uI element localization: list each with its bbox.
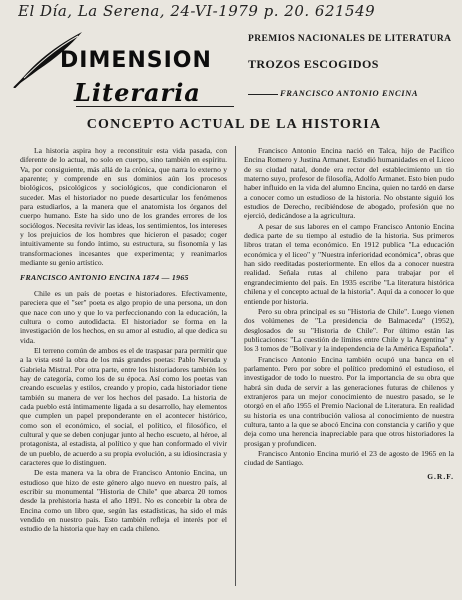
logo-underline [76, 106, 234, 107]
logo-word-dimension: DIMENSION [60, 48, 212, 73]
article-paragraph: Chile es un país de poetas e historiadores. Efectivamente, pareciera que el "ser" poeta es algo propio de una persona, un don que nace con uno y que lo va perfeccionando con la educación, la cultura o como autodidacta. El historiador se forma en la investigación de los hechos, en su amor al estudio, al que dedica su vida. [20, 288, 227, 345]
article-paragraph: A pesar de sus labores en el campo Francisco Antonio Encina dedica parte de su tiempo al estudio de la historia. Sus primeros libros tratan el tema económico. En 1912 publica "La educación económica y el liceo" y "Nuestra inferioridad económica", obras que han sido reeditadas posteriormente. En ellos da a conocer nuestra realidad. Señala rutas al chileno para trabajar por el engrandecimiento del país. En 1935 escribe "La literatura histórica chilena y el concepto actual de la historia". Aquí da a conocer lo que entiende por historia. [244, 221, 454, 306]
article-subhead: FRANCISCO ANTONIO ENCINA 1874 — 1965 [20, 273, 189, 283]
article-headline: CONCEPTO ACTUAL DE LA HISTORIA [86, 117, 382, 132]
article-paragraph: El terreno común de ambos es el de traspasar para permitir que a la vista esté la obra de los más grandes poetas: Pablo Neruda y Gabriela Mistral. Por otra parte, entre los historiadores también los hay de categoría, como los de su época. Así como los poetas van creando escuelas y estilos, creando y propio, cada historiador tiene también su manera de ver los hechos del pasado. La historia de cada pueblo está íntimamente ligada a su desarrollo, hay elementos que cumplen un papel preponderante en el acontecer histórico, como son el económico, el social, el político, el filosófico, el cultural y que se deben conjugar junto al hecho escueto, al héroe, al protagonista, al estadista, al político y que han conformado el vivir de un pueblo, de acuerdo a su propia evolución, a su idiosincrasia y caracteres que lo distinguen. [20, 345, 227, 467]
series-title: PREMIOS NACIONALES DE LITERATURA [248, 34, 452, 44]
article-column-left [20, 146, 227, 586]
article-column-right [244, 146, 454, 586]
logo-word-literaria: Literaria [74, 78, 201, 107]
byline-rule [248, 94, 278, 95]
article-paragraph: Francisco Antonio Encina murió el 23 de agosto de 1965 en la ciudad de Santiago. [244, 449, 454, 468]
article-paragraph: Francisco Antonio Encina también ocupó una banca en el parlamento. Pero por sobre el político predominó el estudioso, el investigador de todo lo nuestro. Por la importancia de su obra que habrá sin duda de servir a las generaciones futuras de chilenos y extranjeros para un mejor conocimiento de nuestro pasado, se le otorgó en el año 1955 el Premio Nacional de Literatura. En realidad su historia es una contribución valiosa al conocimiento de nuestra cultura, tanto a la que se abocó Encina con constancia y cariño y que deja como una herencia inapreciable para que otros historiadores la prosigan y profundicen. [244, 354, 454, 448]
header-author: FRANCISCO ANTONIO ENCINA [280, 88, 419, 98]
section-title: TROZOS ESCOGIDOS [248, 57, 379, 71]
article-signature: G.R.F. [427, 471, 454, 481]
dimension-literaria-logo [4, 28, 232, 110]
article-paragraph: La historia aspira hoy a reconstituir esta vida pasada, con diferente de lo actual, no solo en cuerpo, sino también en espíritu. Va, por consiguiente, más allá de la crónica, que narra lo externo y aparente; y comprende en sus dominios aún los procesos biológicos, psicológicos y sociológicos, que condicionaron el suceder. Mas el historiador no puede desarticular los fenómenos para estudiarlos, a la manera que el anatomista los órganos del cuerpo humano. Este ha sido uno de los grandes errores de los sociólogos. Necesita revivir las ideas, los sentimientos, los intereses y los prejuicios de los hombres que hicieron el pasado; coger intuitivamente su fondo íntimo, su estructura, su fisonomía y las transformaciones incesantes que experimenta; y reanimarlos mediante su genio artístico. [20, 146, 227, 268]
article-paragraph: Francisco Antonio Encina nació en Talca, hijo de Pacífico Encina Romero y Justina Armanet. Estudió humanidades en el Liceo de su ciudad natal, donde era rector del establecimiento un tío materno suyo, profesor de filosofía, Adolfo Armanet. Esto bien pudo haber influido en la vida del alumno Encina, quien no tardó en darse a conocer como un estudioso de la historia. No obstante siguió los estudios de Derecho, recibiéndose de abogado, profesión que no ejerció, dedicándose a la agricultura. [244, 146, 454, 221]
article-paragraph: Pero su obra principal es su "Historia de Chile". Luego vienen dos volúmenes de "La presidencia de Balmaceda" (1952), desglosados de su "Historia de Chile". Por último están las publicaciones: "La cuestión de límites entre Chile y la Argentina" y los 3 tomos de "Bolívar y la independencia de la América Española". [244, 306, 454, 354]
article-paragraph: De esta manera va la obra de Francisco Antonio Encina, un estudioso que hizo de este género algo nuevo en nuestro país, al escribir su monumental "Historia de Chile" que abarca 20 tomos desde la prehistoria hasta el año 1891. No es concebir la obra de Encina como un libro que, según las estadísticas, ha sido el más vendido en nuestro país. Esto también refleja el interés por el estudio de la historia que hay en cada chileno. [20, 468, 227, 534]
handwritten-source-note: El Día, La Serena, 24-VI-1979 p. 20. 621549 [18, 2, 376, 20]
column-divider [235, 146, 236, 586]
